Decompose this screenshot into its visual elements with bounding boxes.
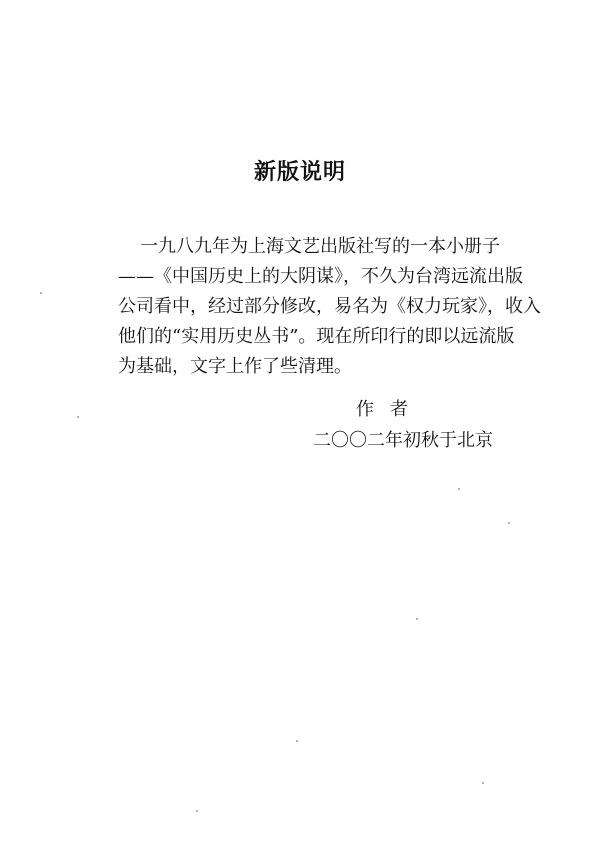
preface-paragraph (118, 232, 541, 382)
paragraph-line: 他们的“实用历史丛书”。现在所印行的即以远流版 (118, 326, 515, 347)
scan-speck (508, 522, 510, 524)
scan-speck (296, 740, 298, 742)
paragraph-line: 一九八九年为上海文艺出版社写的一本小册子 (140, 236, 500, 257)
paragraph-line: 为基础，文字上作了些清理。 (118, 356, 352, 377)
scan-speck (416, 618, 418, 620)
paragraph-line: ——《中国历史上的大阴谋》，不久为台湾远流出版 (118, 266, 523, 287)
page-title: 新版说明 (253, 160, 346, 185)
scan-speck (458, 488, 460, 490)
signature-date: 二〇〇二年初秋于北京 (313, 430, 493, 451)
scan-speck (40, 292, 42, 294)
scan-speck (482, 782, 484, 784)
scan-speck (196, 810, 198, 812)
author-signature: 作者 (356, 399, 424, 420)
paragraph-line: 公司看中，经过部分修改，易名为《权力玩家》，收入 (118, 296, 541, 317)
scan-speck (77, 416, 79, 418)
